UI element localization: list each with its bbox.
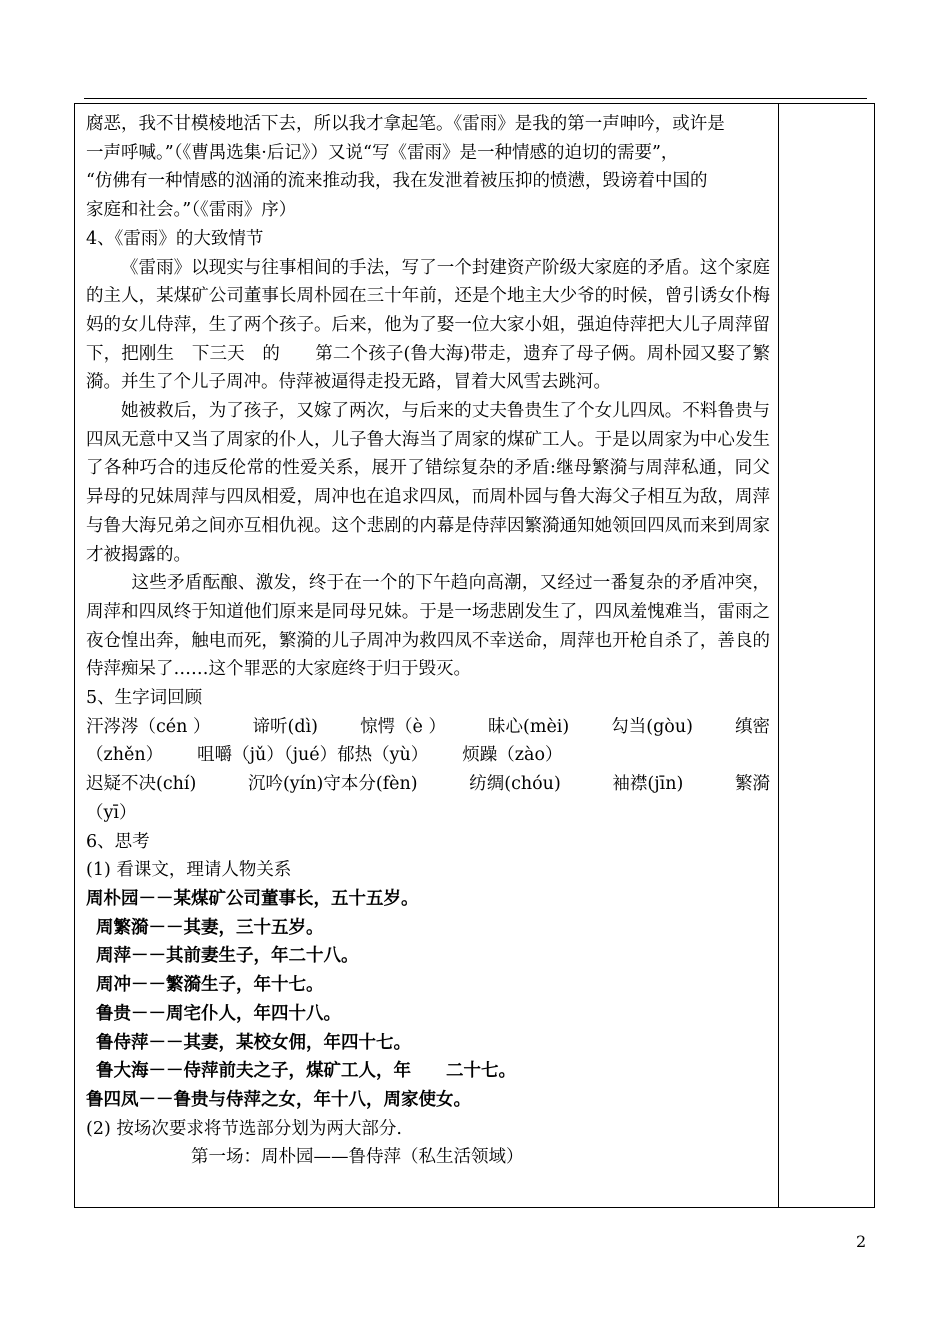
section-heading-plot: 4、《雷雨》的大致情节 xyxy=(86,228,264,249)
section-heading-think: 6、思考 xyxy=(86,831,150,852)
scene-1-line: 第一场：周朴园——鲁侍萍（私生活领域） xyxy=(191,1147,524,1168)
vocab-line-1 xyxy=(86,713,770,742)
quote-line-2: 一声呼喊。”（《曹禺选集·后记》）又说“写《雷雨》是一种情感的迫切的需要”， xyxy=(86,142,679,163)
vocab-item: 汗涔涔（cén ） xyxy=(86,716,211,737)
vocab-line-2 xyxy=(86,741,770,770)
section-heading-vocab: 5、生字词回顾 xyxy=(86,688,203,709)
plot-paragraph-2: 她被救后，为了孩子，又嫁了两次，与后来的丈夫鲁贵生了个女儿四凤。不料鲁贵与四凤无意中又当了周家的仆人，儿子鲁大海当了周家的煤矿工人。于是以周家为中心发生了各种巧合的违反伦常的性爱关系，展开了错综复杂的矛盾:继母繁漪与周萍私通，同父异母的兄妹周萍与四凤相爱，周冲也在追求四凤，而周朴园与鲁大海父子相互为敌，周萍与鲁大海兄弟之间亦互相仇视。这个悲剧的内幕是侍萍因繁漪通知她领回四凤而来到周家才被揭露的。 xyxy=(86,401,770,565)
character-entry: 周冲－－繁漪生子，年十七。 xyxy=(96,975,324,996)
vocab-item: 沉吟(yín)守本分(fèn) xyxy=(247,774,418,795)
character-entry: 周繁漪－－其妻，三十五岁。 xyxy=(96,917,324,938)
vocab-item: 烦躁（zào） xyxy=(462,745,563,766)
quote-line-1: 腐恶，我不甘模棱地活下去，所以我才拿起笔。《雷雨》是我的第一声呻吟，或许是 xyxy=(86,114,725,134)
vocab-item: 谛听(dì) xyxy=(252,716,319,737)
plot-paragraph-1: 《雷雨》以现实与往事相间的手法，写了一个封建资产阶级大家庭的矛盾。这个家庭的主人，某煤矿公司董事长周朴园在三十年前，还是个地主大少爷的时候，曾引诱女仆梅妈的女儿侍萍，生了两个孩子。后来，他为了娶一位大家小姐，强迫侍萍把大儿子周萍留下，把刚生 下三天 的 第二个孩子(鲁大海)带走，遗弃了母子俩。周朴园又娶了繁漪。并生了个儿子周冲。侍萍被逼得走投无路，冒着大风雪去跳河。 xyxy=(86,257,770,393)
page-number: 2 xyxy=(856,1232,867,1251)
vocab-item: （zhěn） xyxy=(86,745,164,766)
vocab-item: 迟疑不决(chí) xyxy=(86,774,197,795)
vocab-item: 咀嚼（jǔ）（jué）郁热（yù） xyxy=(197,745,429,766)
vocab-line-3 xyxy=(86,770,770,799)
document-table xyxy=(74,103,875,1208)
character-entry: 周朴园－－某煤矿公司董事长，五十五岁。 xyxy=(86,888,419,909)
vocab-item: 袖襟(jīn) xyxy=(612,774,684,795)
vocab-line-4: （yī） xyxy=(86,802,137,823)
plot-paragraph-3: 这些矛盾酝酿、激发，终于在一个的下午趋向高潮，又经过一番复杂的矛盾冲突，周萍和四凤终于知道他们原来是同母兄妹。于是一场悲剧发生了，四凤羞愧难当，雷雨之夜仓惶出奔，触电而死，繁漪的儿子周冲为救四凤不幸送命，周萍也开枪自杀了，善良的侍萍痴呆了……这个罪恶的大家庭终于归于毁灭。 xyxy=(86,573,770,680)
table-column-divider xyxy=(778,104,779,1207)
character-entry: 鲁四凤－－鲁贵与侍萍之女，年十八，周家使女。 xyxy=(86,1089,471,1110)
vocab-item: 昧心(mèi) xyxy=(488,716,570,737)
question-1: (1) 看课文，理请人物关系 xyxy=(86,860,292,881)
character-entry: 周萍－－其前妻生子，年二十八。 xyxy=(96,946,359,967)
question-2: (2) 按场次要求将节选部分划为两大部分. xyxy=(86,1118,402,1139)
table-content-cell xyxy=(86,110,770,1172)
quote-line-3: “仿佛有一种情感的汹涌的流来推动我，我在发泄着被压抑的愤懑，毁谤着中国的 xyxy=(86,171,708,192)
character-entry: 鲁侍萍－－其妻，某校女佣，年四十七。 xyxy=(96,1032,411,1053)
vocab-item: 缜密 xyxy=(735,716,770,737)
quote-line-4: 家庭和社会。”（《雷雨》序） xyxy=(86,200,297,221)
vocab-item: 勾当(gòu) xyxy=(611,716,693,737)
header-rule xyxy=(84,98,867,99)
vocab-item: 纺绸(chóu) xyxy=(469,774,561,795)
character-entry: 鲁贵－－周宅仆人，年四十八。 xyxy=(96,1003,341,1024)
character-entry: 鲁大海－－侍萍前夫之子，煤矿工人，年 二十七。 xyxy=(96,1061,516,1082)
vocab-item: 惊愕（è ） xyxy=(360,716,446,737)
vocab-item: 繁漪 xyxy=(735,774,770,795)
